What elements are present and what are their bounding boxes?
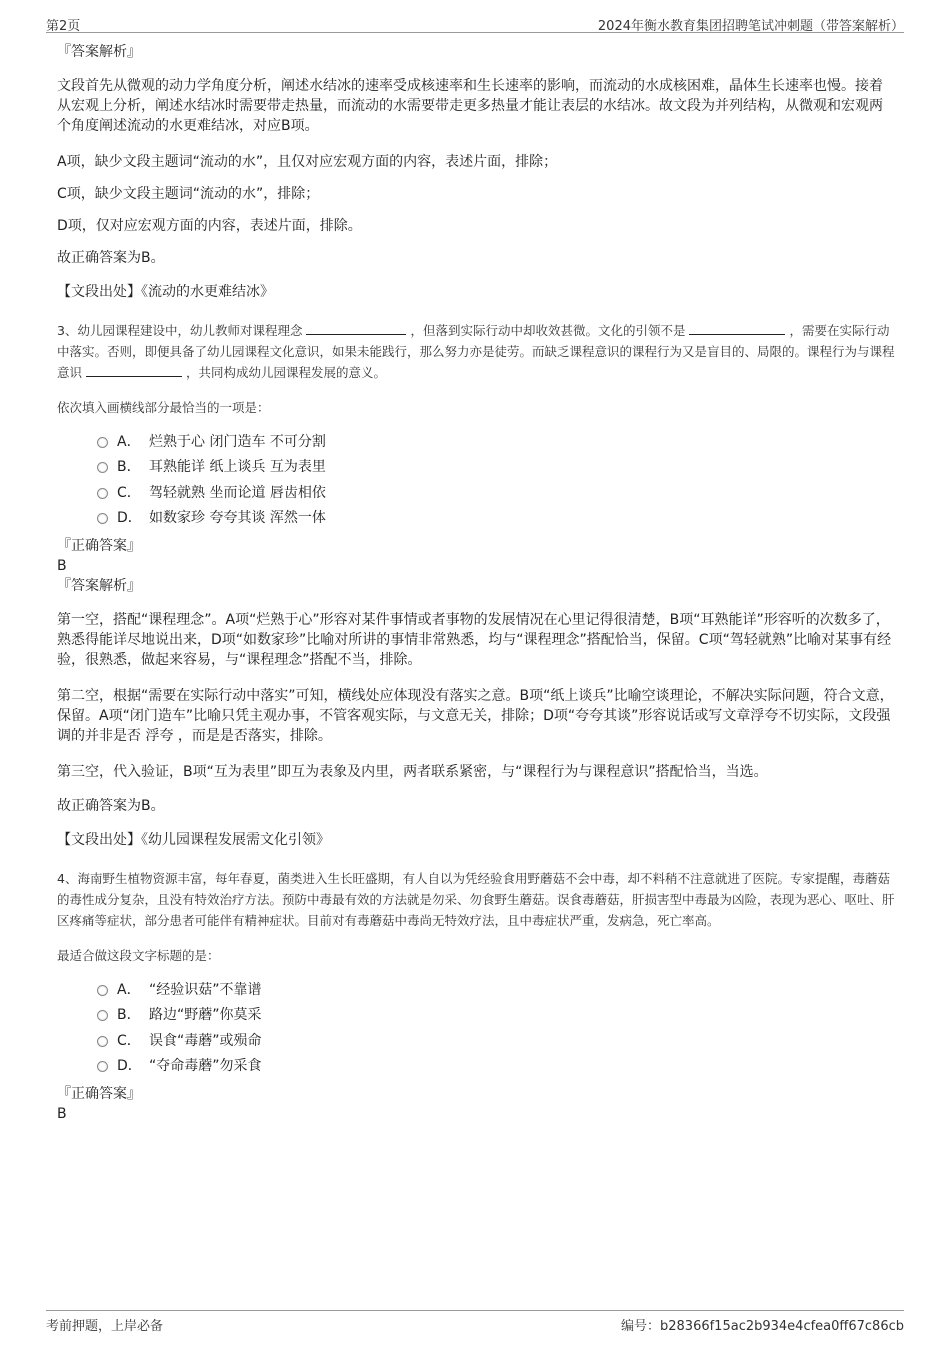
q3-analysis-label: 『答案解析』 xyxy=(57,578,141,594)
q2-analysis-label: 『答案解析』 xyxy=(57,44,141,60)
q3-analysis-p2: 第二空，根据“需要在实际行动中落实”可知，横线处应体现没有落实之意。B项“纸上谈兵”比喻空谈理论，不解决实际问题，符合文意，保留。A项“闭门造车”比喻只凭主观办事，不管客观实际，与文意无关，排除；D项“夸夸其谈”形容说话或写文章浮夸不切实际，文段强调的并非是否 浮夸 ，而是是否落实，排除。 xyxy=(57,688,894,744)
q4-prompt: 最适合做这段文字标题的是： xyxy=(57,948,220,963)
q3-stem-part1: 3、幼儿园课程建设中，幼儿教师对课程理念 xyxy=(57,323,303,338)
radio-icon[interactable] xyxy=(97,1010,108,1021)
page-footer xyxy=(46,1310,904,1333)
radio-icon[interactable] xyxy=(97,462,108,473)
q3-option-d[interactable]: D． 如数家珍 夸夸其谈 浑然一体 xyxy=(97,505,895,531)
q4-option-a[interactable]: A． “经验识菇”不靠谱 xyxy=(97,976,895,1002)
q2-analysis-a: A项，缺少文段主题词“流动的水”，且仅对应宏观方面的内容，表述片面，排除； xyxy=(57,154,558,170)
q4-options xyxy=(57,976,895,1078)
q3-options xyxy=(57,428,895,530)
q4-stem: 4、海南野生植物资源丰富，每年春夏，菌类进入生长旺盛期，有人自以为凭经验食用野蘑菇不会中毒，却不料稍不注意就进了医院。专家提醒，毒蘑菇的毒性成分复杂，且没有特效治疗方法。预防中毒最有效的方法就是勿采、勿食野生蘑菇。误食毒蘑菇，肝损害型中毒最为凶险，表现为恶心、呕吐、肝区疼痛等症状，部分患者可能伴有精神症状。目前对有毒蘑菇中毒尚无特效疗法，且中毒症状严重，发病急，死亡率高。 xyxy=(57,871,895,928)
q3-stem-part3: ，需要在实际行动中落实。否则，即便具备了幼儿园课程文化意识，如果未能践行，那么努力亦是徒劳。而缺乏课程意识的课程行为又是盲目的、局限的。课程行为与课程意识 xyxy=(57,323,895,380)
radio-icon[interactable] xyxy=(97,513,108,524)
page-content xyxy=(57,42,895,1124)
q2-analysis-d: D项，仅对应宏观方面的内容，表述片面，排除。 xyxy=(57,218,362,234)
q3-stem-part2: ，但落到实际行动中却收效甚微。文化的引领不是 xyxy=(410,323,686,338)
q3-blank-2 xyxy=(689,322,785,335)
document-title: 2024年衡水教育集团招聘笔试冲刺题（带答案解析） xyxy=(597,19,904,34)
q2-analysis-p1: 文段首先从微观的动力学角度分析，阐述水结冰的速率受成核速率和生长速率的影响，而流动的水成核困难，晶体生长速率也慢。接着从宏观上分析，阐述水结冰时需要带走热量，而流动的水需要带走更多热量才能让表层的水结冰。故文段为并列结构，从微观和宏观两个角度阐述流动的水更难结冰，对应B项。 xyxy=(57,78,883,134)
footer-code xyxy=(621,1315,904,1334)
q4-option-b[interactable]: B． 路边“野蘑”你莫采 xyxy=(97,1002,895,1028)
q3-option-c[interactable]: C． 驾轻就熟 坐而论道 唇齿相依 xyxy=(97,479,895,505)
q3-answer: B xyxy=(57,558,67,574)
radio-icon[interactable] xyxy=(97,437,108,448)
page-header xyxy=(46,12,904,33)
q3-option-a[interactable]: A． 烂熟于心 闭门造车 不可分割 xyxy=(97,428,895,454)
q3-stem-part4: ，共同构成幼儿园课程发展的意义。 xyxy=(186,365,387,380)
footer-slogan: 考前押题，上岸必备 xyxy=(46,1319,164,1334)
q3-blank-1 xyxy=(306,322,406,335)
q2-source: 【文段出处】《流动的水更难结冰》 xyxy=(57,284,274,300)
q4-option-d[interactable]: D． “夺命毒蘑”勿采食 xyxy=(97,1053,895,1079)
footer-code-label: 编号： xyxy=(620,1319,660,1334)
q4-answer-label: 『正确答案』 xyxy=(57,1086,141,1102)
q3-blank-3 xyxy=(86,364,182,377)
q3-answer-label: 『正确答案』 xyxy=(57,538,141,554)
q2-conclusion: 故正确答案为B。 xyxy=(57,250,165,266)
q3-source: 【文段出处】《幼儿园课程发展需文化引领》 xyxy=(57,832,330,848)
q3-prompt: 依次填入画横线部分最恰当的一项是： xyxy=(57,400,270,415)
q3-conclusion: 故正确答案为B。 xyxy=(57,798,165,814)
q4-answer: B xyxy=(57,1106,67,1122)
radio-icon[interactable] xyxy=(97,1061,108,1072)
q3-analysis-p1: 第一空，搭配“课程理念”。A项“烂熟于心”形容对某件事情或者事物的发展情况在心里记得很清楚，B项“耳熟能详”形容听的次数多了，熟悉得能详尽地说出来，D项“如数家珍”比喻对所讲的事情非常熟悉，均与“课程理念”搭配恰当，保留。C项“驾轻就熟”比喻对某事有经验，很熟悉，做起来容易，与“课程理念”搭配不当，排除。 xyxy=(57,612,892,668)
q3-option-b[interactable]: B． 耳熟能详 纸上谈兵 互为表里 xyxy=(97,454,895,480)
radio-icon[interactable] xyxy=(97,1036,108,1047)
footer-code-value: b28366f15ac2b934e4cfea0ff67c86cb xyxy=(660,1319,904,1334)
q4-option-c[interactable]: C． 误食“毒蘑”或殒命 xyxy=(97,1027,895,1053)
page-number: 第2页 xyxy=(46,19,81,34)
radio-icon[interactable] xyxy=(97,488,108,499)
q2-analysis-c: C项，缺少文段主题词“流动的水”，排除； xyxy=(57,186,320,202)
q3-stem xyxy=(57,320,895,383)
radio-icon[interactable] xyxy=(97,985,108,996)
q3-analysis-p3: 第三空，代入验证，B项“互为表里”即互为表象及内里，两者联系紧密，与“课程行为与课程意识”搭配恰当，当选。 xyxy=(57,764,768,780)
